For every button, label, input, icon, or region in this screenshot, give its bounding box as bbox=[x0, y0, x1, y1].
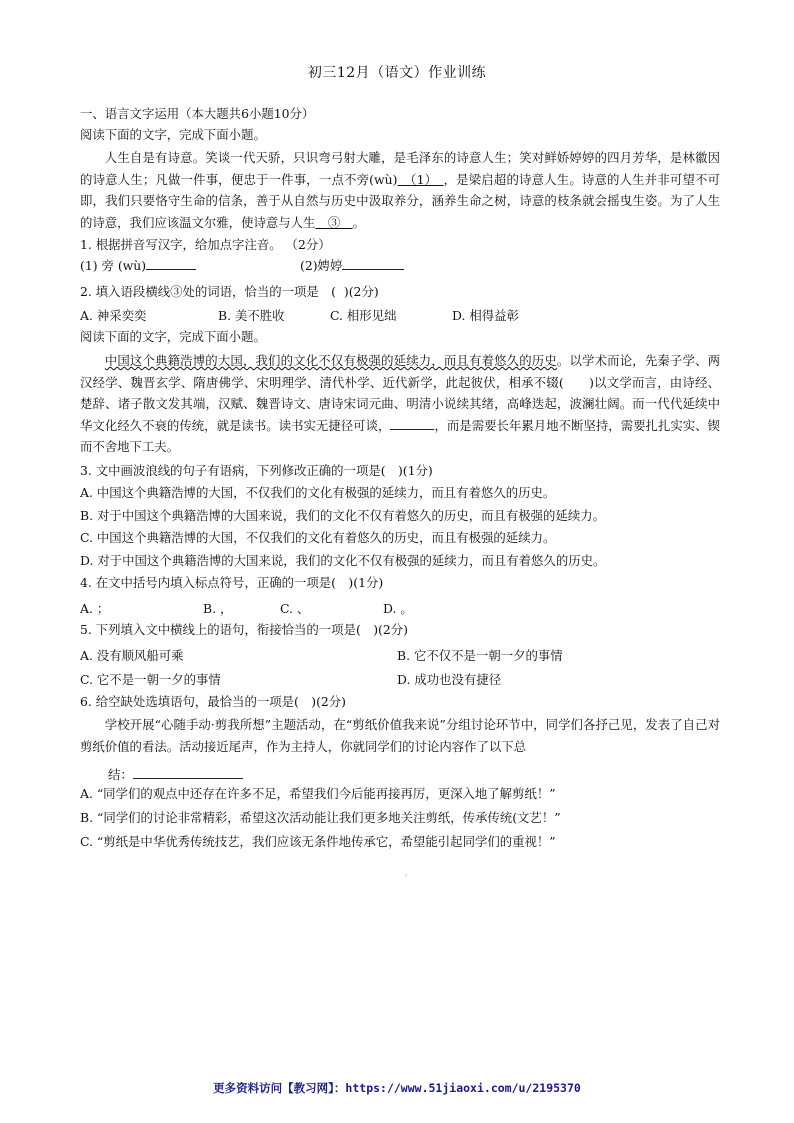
q2-option-a[interactable]: A. 神采奕奕 bbox=[80, 308, 147, 323]
passage-1-text-b: ，是梁启超的诗意人生。诗意的人生并非可望不可即，我们只要恪守生命的信条，善于从自然与历史中汲取养分，涵养生命之树，诗意的枝条就会摇曳生姿。为了人生的诗意，我们应该温文尔雅，使诗意与人生 bbox=[80, 171, 721, 230]
page-title: 初三12月（语文）作业训练 bbox=[307, 65, 487, 81]
q3-option-b[interactable]: B. 对于中国这个典籍浩博的大国来说，我们的文化不仅有着悠久的历史，而且有极强的延续力。 bbox=[80, 508, 605, 523]
question-2: 2. 填入语段横线③处的词语，恰当的一项是 ( )(2分) bbox=[80, 284, 379, 299]
q5-option-a[interactable]: A. 没有顺风船可乘 bbox=[80, 648, 184, 663]
question-4: 4. 在文中括号内填入标点符号，正确的一项是( )(1分) bbox=[80, 575, 384, 590]
wavy-sentence: 中国这个典籍浩博的大国，我们的文化不仅有极强的延续力，而且有着悠久的历史 bbox=[104, 353, 557, 368]
question-3: 3. 文中画波浪线的句子有语病，下列修改正确的一项是( )(1分) bbox=[80, 463, 433, 478]
q2-option-d[interactable]: D. 相得益彰 bbox=[452, 308, 519, 323]
q4-option-d[interactable]: D. 。 bbox=[383, 601, 413, 616]
answer-blank-1b[interactable] bbox=[342, 257, 404, 270]
q4-option-c[interactable]: C. 、 bbox=[280, 601, 310, 616]
q5-option-b[interactable]: B. 它不仅不是一朝一夕的事情 bbox=[397, 648, 563, 663]
blank-3: ③ bbox=[327, 214, 341, 230]
q6-option-c[interactable]: C. “剪纸是中华优秀传统技艺，我们应该无条件地传承它，希望能引起同学们的重视！” bbox=[80, 834, 556, 849]
summary-line: 结： bbox=[108, 766, 243, 783]
scan-mark: ' bbox=[405, 873, 408, 882]
passage-1-text-a: 人生自是有诗意。笑谈一代天骄，只识弯弓射大雕，是毛泽东的诗意人生；笑对鲜娇婷婷的四月芳华，是林徽因的诗意人生；凡做一件事，便忠于一件事，一点不旁(wù) bbox=[80, 150, 720, 187]
blank-1: （1） bbox=[410, 171, 432, 187]
q4-option-a[interactable]: A. ； bbox=[80, 601, 110, 616]
passage-3: 学校开展“心随手动·剪我所想”主题活动，在“剪纸价值我来说”分组讨论环节中，同学们各抒己见，发表了自己对剪纸价值的看法。活动接近尾声，作为主持人，你就同学们的讨论内容作了以下总 bbox=[80, 717, 720, 754]
q5-option-d[interactable]: D. 成功也没有捷径 bbox=[397, 672, 502, 687]
question-5: 5. 下列填入文中横线上的语句，衔接恰当的一项是( )(2分) bbox=[80, 622, 408, 637]
question-1a: (1) 旁 (wù) bbox=[80, 257, 196, 274]
q3-option-c[interactable]: C. 中国这个典籍浩博的大国，不仅我们的文化有着悠久的历史，而且有极强的延续力。 bbox=[80, 530, 556, 545]
q6-option-b[interactable]: B. “同学们的讨论非常精彩，希望这次活动能让我们更多地关注剪纸，传承传统(文艺！” bbox=[80, 810, 561, 825]
q6-option-a[interactable]: A. “同学们的观点中还存在许多不足，希望我们今后能再接再厉，更深入地了解剪纸！” bbox=[80, 786, 556, 801]
footer-link[interactable]: 更多资料访问【教习网】：https://www.51jiaoxi.com/u/2195370 bbox=[213, 1081, 581, 1095]
question-1b: (2)娉婷 bbox=[300, 257, 404, 274]
question-1: 1. 根据拼音写汉字，给加点字注音。 （2分） bbox=[80, 237, 331, 252]
q3-option-a[interactable]: A. 中国这个典籍浩博的大国，不仅我们的文化有极强的延续力，而且有着悠久的历史。 bbox=[80, 485, 556, 500]
reading-intro-2: 阅读下面的文字，完成下面小题。 bbox=[80, 329, 266, 344]
q3-option-d[interactable]: D. 对于中国这个典籍浩博的大国来说，我们的文化不仅有极强的延续力，而且有着悠久的历史。 bbox=[80, 553, 606, 568]
q2-option-c[interactable]: C. 相形见绌 bbox=[330, 308, 397, 323]
passage-1: 人生自是有诗意。笑谈一代天骄，只识弯弓射大雕，是毛泽东的诗意人生；笑对鲜娇婷婷的四月芳华，是林徽因的诗意人生；凡做一件事，便忠于一件事，一点不旁(wù) （1） ，是梁启超的诗意人生。诗意的人生并非可望不可即，我们只要恪守生命的信条，善于从自然与历史中汲取养分，涵养生命之树，诗意的枝条就会摇曳生姿。为了人生的诗意，我们应该温文尔雅，使诗意与人生 ③ 。 bbox=[80, 150, 721, 230]
q5-option-c[interactable]: C. 它不是一朝一夕的事情 bbox=[80, 672, 221, 687]
answer-blank-passage2[interactable] bbox=[390, 417, 434, 430]
section-heading: 一、语言文字运用（本大题共6小题10分） bbox=[80, 106, 315, 121]
answer-blank-summary[interactable] bbox=[133, 766, 243, 779]
q4-option-b[interactable]: B. ， bbox=[203, 601, 233, 616]
question-6: 6. 给空缺处选填语句，最恰当的一项是( )(2分) bbox=[80, 694, 347, 709]
passage-2: 中国这个典籍浩博的大国，我们的文化不仅有极强的延续力，而且有着悠久的历史。以学术而论，先秦子学、两汉经学、魏晋玄学、隋唐佛学、宋明理学、清代朴学、近代新学，此起彼伏，相承不辍( )以文学而言，由诗经、楚辞、诸子散文发其端，汉赋、魏晋诗文、唐诗宋词元曲、明清小说续其绪，高峰迭起，波澜壮阔。而一代代延续中华文化经久不衰的传统，就是读书。读书实无捷径可谈， ，而是需要长年累月地不断坚持，需要扎扎实实、锲而不舍地下工夫。 bbox=[80, 353, 721, 455]
answer-blank-1a[interactable] bbox=[146, 257, 196, 270]
q2-option-b[interactable]: B. 美不胜收 bbox=[218, 308, 285, 323]
reading-intro-1: 阅读下面的文字，完成下面小题。 bbox=[80, 127, 266, 142]
